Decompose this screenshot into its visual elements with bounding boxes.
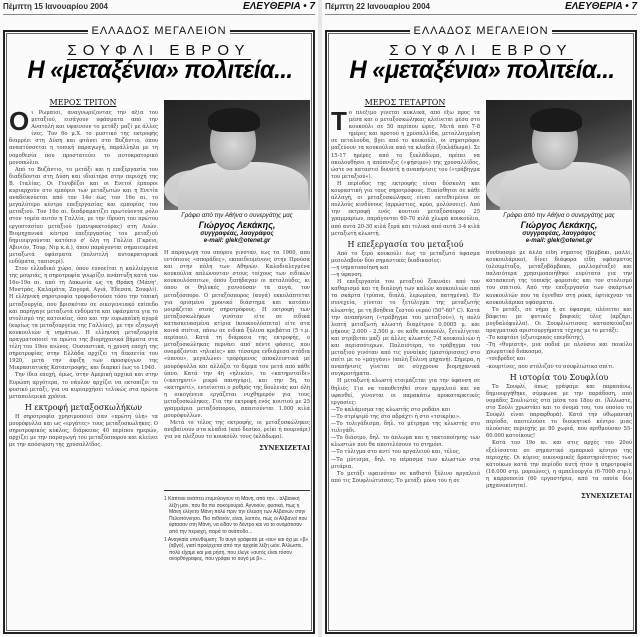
- body-paragraph: Το Σουφλί, όπως γράψαμε και παραπάνω, δημιουργήθηκε, σύμφωνα με την παράδοση, από νομάδες Σουλιώτες στα μέσα του 18ου αι. (Άλλωστε, στο Σούλι χρωστάει και το όνομά του, του οποίου το Σουφλί είναι παραφθορά). Κατά την οθωμανική περίοδο, αποτελούσε το διοικητικό κέντρο μιας πλούσιας περιοχής με 80 χωριά, που αριθμούσαν 55-60.000 κατοίκους!: [486, 383, 632, 440]
- photo-caption: [164, 212, 310, 245]
- body-paragraph: Η μεταξωτή κλωστή ετοιμάζεται για την ύφανση σε θηλιές. Για να τοποθετηθεί στον αργαλειό και να υφανθεί, γίνονται οι παρακάτω προκαταρκτικές εργασίες:: [331, 378, 480, 406]
- lead-paragraph: Οι Ρωμαίοι, αναγνωρίζοντας την αξία του μεταξιού, εισάγουν υφάσματα από την Ανατολή και υφαίνουν το μετάξι μαζί με άλλες ίνες. Τον 6ο μ.Χ. το μυστικό της εκτροφής διαρρέει στη Δύση και φτάνει στο Βυζάντιο, όπου αναπτύσσεται η τοπική παραγωγή, παράλληλα με τη νομοθεσία που προστατεύει το αυτοκρατορικό μονοπώλιο.: [9, 110, 158, 166]
- newspaper-page-left: [0, 0, 318, 637]
- continues-label: ΣΥΝΕΧΙΖΕΤΑΙ: [581, 492, 632, 501]
- article-column-1: [9, 110, 158, 632]
- author-role: συγγραφέας, λαογράφος: [200, 229, 274, 237]
- section-heading: Η επεξεργασία του μεταξιού: [347, 239, 464, 249]
- author-email: e-mail: glek@otenet.gr: [203, 237, 271, 244]
- body-paragraph: Η σηροτροφία χρησιμοποιεί σαν «πρώτη ύλη» τα μουρόφυλλα και ως «εργάτες» τους μεταξοσκώληκες. Ο σηροτροφικός κύκλος, διάρκειας 40 περίπου ημερών, αρχίζει με την παραγωγή του μεταξόσπορου και κλείνει με την απόσυρση της χρυσαλλίδος.: [9, 413, 158, 449]
- drop-cap: Ο: [9, 110, 30, 136]
- list-item: –Τη «θυμιατή», μια ποδιά με πλούσιο και ποικίλο χρωματικό διάκοσμο,: [486, 342, 632, 356]
- body-paragraph: Η επεξεργασία του μεταξιού ξεκινάει από τον καθαρισμό και τη διαλογή των καλών κουκουλιών από τα σκάρτα (τρύπια, διπλά, λερωμένα, πατημένα). Εν συνεχεία, γίνεται το ξετύλιγμα της μεταξωτής κλωστής, με τη βοήθεια ζεστού νερού (50°-60° C). Κατά την αναπήνιση («τράβηγμα του μεταξιού»), η πολύ λεπτή μεταξωτή κλωστή διαμέτρου 0,0005 μ. και μήκους 2.000 - 2.500 μ. σε κάθε κουκούλι, ξετυλίγεται και στρίβεται μαζί με άλλες κλωστές 7-8 κουκουλιών ή και περισσότερων. Παλαιότερα, το τράβηγμα του μεταξιού γινόταν από τις γυναίκες (μαστόρισσες) στο σπίτι με το «μαγγάνι» (απλή ξύλινη μηχανή). Σήμερα, η αναπήνισις γίνεται σε σύγχρονα βιομηχανικά συγκροτήματα.: [331, 279, 480, 378]
- list-item: —Το διάσιμο, δηλ. το άπλωμα και η τακτοποίησης των κλωστών που θα αποτελέσουν το στημόνι.: [331, 435, 480, 449]
- photo-caption: [486, 212, 632, 245]
- section-kicker: ΕΛΛΑΔΟΣ ΜΕΓΑΛΕΙΟΝ: [322, 25, 640, 37]
- running-header: [3, 2, 315, 15]
- issue-date: Πέμπτη 22 Ιανουαρίου 2004: [325, 2, 430, 11]
- body-paragraph: Από το Βυζάντιο, το μετάξι και η επεξεργασία του διαδίδονται στη Δύση και ιδιαίτερα στην περιοχή της Β. Ιταλίας. Οι Γενοβέζοι και οι Ενετοί έμποροι κυριαρχούν στο εμπόριο των μεταξωτών και η Ενετία αναδεικνύεται από τον 14ο έως τον 16ο αι. το μεγαλύτερο κέντρο επεξεργασίας και εμπορίας του μεταξιού. Τον 16ο αι. διαδραματίζει πρωτεύοντα ρόλο στον τομέα αυτόν η Γαλλία, με την ίδρυση του πρώτου εργοστασίου μεταξιού (μανιφακτούρας) στη Λυών. Βιομηχανικά κέντρα επεξεργασίας του μεταξιού δημιουργούνται κατόπιν σ' όλη τη Γαλλία (Γκρέιο, Αβινιόν, Τουρ, Νιμ κ.ά.), όπου παράγονται σημαιευμένα μεταξωτά υφάσματα (πολυτελή αυτοκρατορικά ενδύματα, ταπισερί).: [9, 166, 158, 265]
- newspaper-page-right: [322, 0, 640, 637]
- list-item: —Το στρίψιμό της στο αδράχτι ή στο «τσικρίκι».: [331, 413, 461, 420]
- body-paragraph: Κατά τον 19ο αι. και στις αρχές του 20ού εξελίσσεται σε σημαντικό εμπορικό κέντρο της περιοχής. Οι κύριες οικονομικές δραστηριότητες των κατοίκων κατά την περίοδο αυτή ήταν η σηροτροφία (16.000 στρ. μορεώνες), η αμπελουργία (6-7000 στρ.), η καρροποιία (60 εργαστήρια, από τα οποία δύο μηχανοκίνητα).: [486, 440, 632, 489]
- body-paragraph: Η παραγωγή του σπόρου γινόταν, έως τα 1960, από εντόπιους «σποράδες», εκπαιδευμένους στην Προύσα και στην πόλη των Αθηνών. Καλοδιαλεγμένα κουκούλια απλώνονταν στους τοίχους των ειδικών κουκουλόσπιτων, όπου ξεπήδαγαν οι πεταλούδες, κι όπου οι θηλυκές γεννούσαν τα αυγά, τον μεταξόσπορο. Ο μεταξόσπορος (αυγά) εκκολάπτεται για ορισμένο χρονικό διάστημα και κατόπιν μοιράζεται στους σηροτρόφους. Η εκτροφή των μεταξοσκωλήκων γινόταν είτε σε ειδικά κατασκευασμένα κτίρια (κουκουλόσπιτα) είτε στα κοινά σπίτια, πάνω σε ειδικά ξύλινα κρεβάτια (5 τ.μ. περίπου). Κατά τη διάρκεια της εκτροφής, ο μεταξοσκώληκας περνάει από πέντε φάσεις, που ονομάζονται «ηλικίες» και τέσσερα ενδιάμεσα στάδια «ύπνου», μεγαλώνει τρεφόμενος αποκλειστικά με μουρόφυλλα και αλλάζει το δέρμα του μετά από κάθε ύπνο. Κατά την 4η «ηλικία», το «κατηρνταϊδι» («κατηρντί» μικρό πανηγύρι), και την 5η, το «κατηρντί», εντείνεται ο ρυθμός της δουλειάς και όλη η οικογένεια εργάζεται νυχθημερόν για τους μεταξοσκώληκες. Για την εκτροφή ενός κουτιού με 25 γραμμάρια μεταξόσπορου, απαιτούνται 1.000 κιλά μουρόφυλλων.: [164, 250, 310, 420]
- list-item: –τσεβρέδες και: [486, 356, 526, 363]
- caption-line: Γράφει από την Αθήνα ο συνεργάτης μας: [181, 212, 293, 219]
- list-item: –κουρτίνες, που στόλιζαν το σουφλιώτικο σπίτι.: [486, 363, 615, 370]
- author-photo: [486, 100, 632, 210]
- drop-cap: Τ: [331, 110, 347, 136]
- newspaper-name: ΕΛΕΥΘΕΡΙΑ • 7: [242, 1, 315, 12]
- body-paragraph: Στον ελλαδικό χώρο, όπου ευνοείται η καλλιέργεια της μουριάς, η σηροτροφία γνωρίζει ανάπτυξη κατά τον 16ο-19ο αι. από τη Λακωνία ως τη Θράκη (Μάνη¹, Μυστράς, Καλαμάτα, Ζαγορά, Αγιά, Έδεσσα, Σουφλί). Η ελληνική σηροτροφία τροφοδοτούσε τόσο την τοπική μεταξουργία, που βρισκόταν σε οικογενειακό επίπεδο και παρήγαγε μεταξωτά ενδύματα και υφάσματα για το στολισμό της κατοικίας, όσο και την ευρωπαϊκή αγορά (κυρίως τα μεταξουργεία της Γαλλίας), με την εξαγωγή κουκουλιών ή νημάτων. Η ελληνική μεταξουργία πραγματοποιεί τα πρώτα της βιομηχανικά βήματα στα τέλη του 19ου αιώνος. Ουσιαστικά, η χρυσή εποχή της σηροτροφίας στην Ελλάδα αρχίζει τη δεκαετία του 1920, μετά την άφιξη των προσφύγων της Μικρασιατικής Καταστροφής, και διαρκεί έως το 1940.: [9, 266, 158, 372]
- footnote-divider: [164, 490, 310, 491]
- article-headline: Η «μεταξένια» πολιτεία...: [349, 56, 615, 84]
- body-paragraph: Μετά το τέλος της εκτροφής, οι μεταξοσκώληκες ανεβαίνουν στα κλαδιά (από δεσίκο, ρείκι ή πουρνάρι) για να πλέξουν το κουκούλι τους (κλάδωμα).: [164, 420, 310, 441]
- list-item: —η ύφανση.: [331, 272, 363, 279]
- issue-date: Πέμπτη 15 Ιανουαρίου 2004: [3, 2, 108, 11]
- list-item: —Το τύλιγμα στο αντί του αργαλειού και, τέλος,: [331, 449, 461, 456]
- author-role: συγγραφέας, λαογράφος: [522, 229, 596, 237]
- author-email: e-mail: glek@otenet.gr: [525, 237, 593, 244]
- list-item: —Το τυλιγάδισμα, δηλ. το μέτρημα της κλωστής στο τυλιγάδι.: [331, 421, 480, 435]
- body-paragraph: Το μετάξι υφαινόταν σε καθιστό ξύλινο αργαλειό από τις Σουφλιώτισσες. Το μετάξι μόνο του ή σε: [331, 470, 480, 484]
- article-subhead: ΣΟΥΦΛΙ ΕΒΡΟΥ: [67, 42, 251, 59]
- continues-label: ΣΥΝΕΧΙΖΕΤΑΙ: [259, 443, 310, 452]
- footnotes: [164, 496, 310, 626]
- article-subhead: ΣΟΥΦΛΙ ΕΒΡΟΥ: [389, 42, 573, 59]
- body-paragraph: Η περίοδος της εκτροφής είναι δύσκολη και κουραστική για τους σηροτρόφους. Ευαίσθητοι σε κάθε αλλαγή, οι μεταξοσκώληκες είναι εκτεθειμένοι σε πολλούς κινδύνους (αρρώστιες, κρύο, μολύνσεις). Από την εκτροφή ενός κουτιού μεταξόσπορου 25 γραμμαρίων, παράγονται 60-70 κιλά χλωρά κουκούλια, από αυτά 20-30 κιλά ξερά και τελικά από αυτά 3-4 κιλά μεταξωτή κλωστή.: [331, 180, 480, 237]
- lead-paragraph: Το πλέξιμο γίνεται κυκλικά, από έξω προς τα μέσα και ο μεταξοσκώληκας κλείνεται μέσα στο κουκούλι σε 50 περίπου ώρες. Μετά από 7-8 ημέρες και προτού η χρυσαλλίδα, μεταλλαγμένη σε πεταλούδα, βγει από το κουκούλι, οι σηροτρόφοι μαζεύουν τα κουκούλια από τα κλαδιά (ξεκλάδωμα). Σε 15-17 ημέρες από το ξεκλάδωμα, πρέπει να ακολουθήσει η απόπνιξις («ψήσιμο») της χρυσαλλίδος, ώστε να καταστεί δυνατή η αναπήνισις του («τράβηγμα του μεταξιού»).: [331, 110, 480, 180]
- section-heading: Η ιστορία του Σουφλίου: [509, 372, 609, 382]
- newspaper-name: ΕΛΕΥΘΕΡΙΑ • 7: [564, 1, 637, 12]
- section-kicker: ΕΛΛΑΔΟΣ ΜΕΓΑΛΕΙΟΝ: [0, 25, 318, 37]
- author-photo: [164, 100, 310, 210]
- caption-line: Γράφει από την Αθήνα ο συνεργάτης μας: [503, 212, 615, 219]
- footnote: 1 Κάποιοι ανάπτει ετυμολογούν τη Μάνη, από την... αλβανική λέξη μαν, που θα πει συκομουριά. Αγνοούν, φυσικά, πως η Μάνη ελέγετο Μάνη πολύ πριν την έλευση των Αλβανών στην Πελοπόννησο. Πιο πιθανόν, είναι, λοιπόν, πως οι Αλβανοί που έφτασαν στη Μάνη, να είδαν το δέντρο και να το ονομάτισαν από την περιοχή, παρά το ανάποδο...: [164, 496, 308, 535]
- section-heading: Η εκτροφή μεταξοσκωλήκων: [24, 402, 143, 412]
- author-name: Γιώργος Λεκάκης,: [198, 219, 276, 230]
- list-item: —Το μύτισμα, δηλ. το πέρασμα των κλωστών στα μιτάρια.: [331, 456, 480, 470]
- article-column-2: [486, 250, 632, 632]
- body-paragraph: συνδυασμό με άλλα είδη νήματος (βαμβάκι, μαλλί, κουκουλάρικο), δίνει διάφορα είδη υφάσματος (αλουμέταξο, μεταξοβάμβακο, μαλλομέταξο) και παλαιότερα χρησιμοποιήθηκε ευρύτατα για την κατασκευή της τοπικής φορεσιάς και τον στολισμό του σπιτιού. Από την επεξεργασία των σκάρτων κουκουλιών που τα έγνεθαν στη ρόκα, έφτιαχναν τα κουκουλάρικα υφάσματα.: [486, 250, 632, 306]
- body-paragraph: Από το ξερό κουκούλι έως το μεταξωτό ύφασμα μεσολαβούν δύο σημαντικές διαδικασίες:: [331, 250, 480, 264]
- body-paragraph: Την ίδια εποχή, όμως, στην Αμερική αρχικά και στην Ευρώπη αργότερα, το νάυλον αρχίζει να εκτοπίζει το φυσικό μετάξι, για να κυριαρχήσει τελικώς στα πρώτα μεταπολεμικά χρόνια.: [9, 372, 158, 400]
- article-headline: Η «μεταξένια» πολιτεία...: [27, 56, 293, 84]
- body-paragraph: Το μετάξι, σε νήμα ή σε ύφασμα, πλένεται και βάφεται με φυτικές βαφικές ύλες (αρζάρι, μυγδαλόφυλλα). Οι Σουφλιώτισσες κατασκεύαζαν πραγματικά αριστουργήματα τέχνης με το μετάξι:: [486, 306, 632, 335]
- running-header: [325, 2, 637, 15]
- article-column-2: [164, 250, 310, 482]
- footnote: 1 Αναγκαία υπενθύμιση: Το αυγό γράφεται με «αυ» και όχι με «β» (αβγό), γιατί προέρχεται από την αρχαία λέξη ωόν. Άλλωστε, πολύ είχαμε και μια ρήση, που έλεγε «αυτός είναι τόσον ανορθόγραφος, που γράφει το αυγό με β»...: [164, 536, 309, 563]
- part-label: ΜΕΡΟΣ ΤΡΙΤΟΝ: [49, 98, 117, 107]
- author-name: Γιώργος Λεκάκης,: [520, 219, 598, 230]
- article-column-1: [331, 110, 480, 632]
- list-item: –Το καφτάνι (εξωτερικός επενδύτης),: [486, 335, 585, 342]
- part-label: ΜΕΡΟΣ ΤΕΤΑΡΤΟΝ: [364, 98, 446, 107]
- list-item: —η νηματοποίηση και: [331, 264, 389, 271]
- list-item: —Το καλάμισμα της κλωστής στο ροδάνι και: [331, 406, 451, 413]
